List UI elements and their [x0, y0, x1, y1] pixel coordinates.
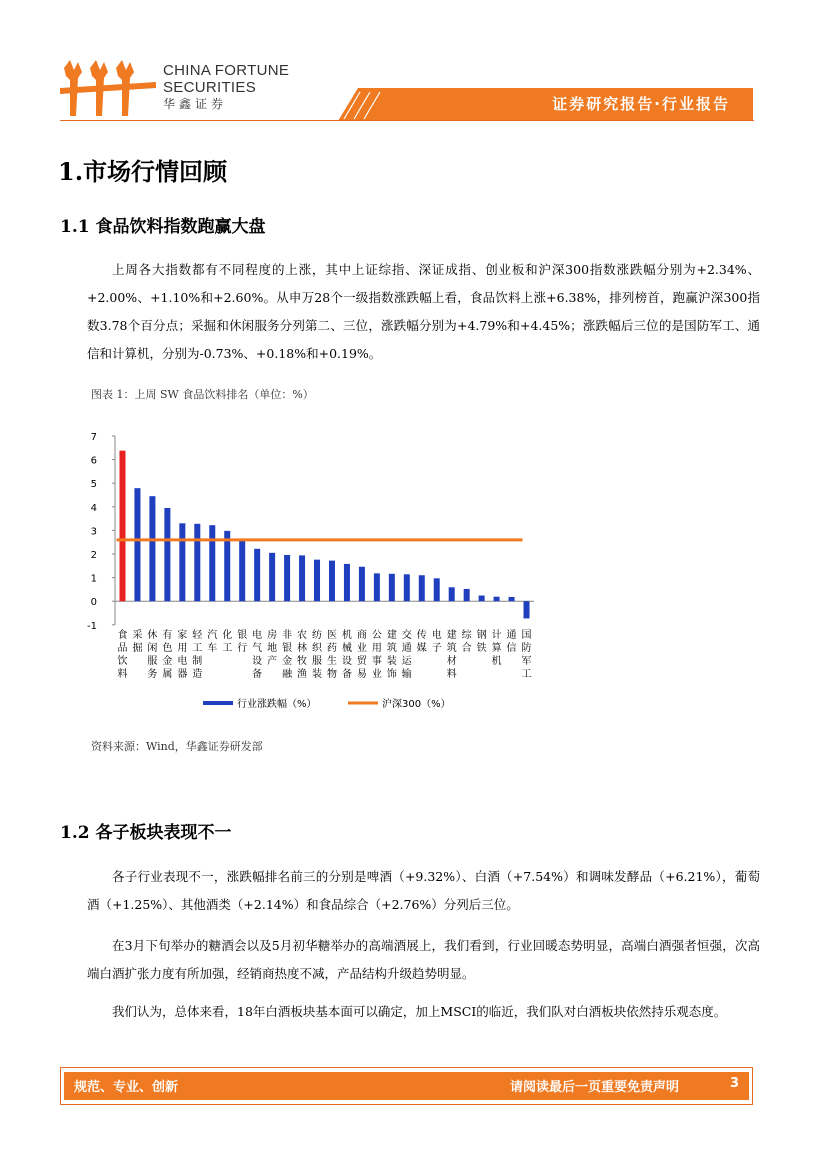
category-label: 采掘 — [132, 630, 143, 654]
category-label: 农林牧渔 — [297, 630, 308, 680]
category-label: 国防军工 — [521, 630, 532, 680]
category-label: 家用电器 — [177, 630, 188, 680]
category-label: 机械设备 — [341, 630, 352, 680]
bar — [419, 575, 425, 601]
category-label: 医药生物 — [326, 630, 337, 680]
bar — [329, 561, 335, 602]
paragraph-subsector-3: 我们认为，总体来看，18年白酒板块基本面可以确定，加上MSCI的临近，我们队对白酒板块依然持乐观态度。 — [112, 1004, 727, 1019]
bar — [479, 596, 485, 602]
bar — [374, 573, 380, 601]
bar — [299, 555, 305, 601]
brand-name-en-2: SECURITIES — [163, 79, 257, 96]
bar — [314, 560, 320, 602]
y-tick-label: 7 — [90, 432, 97, 443]
bar — [179, 523, 185, 601]
category-label: 休闲服务 — [147, 630, 158, 680]
company-logo — [60, 58, 160, 120]
brand-name-en: CHINA FORTUNE — [163, 62, 290, 79]
category-label: 商业贸易 — [356, 630, 367, 680]
y-tick-label: 4 — [90, 502, 97, 514]
category-label: 银行 — [237, 630, 248, 654]
brand-name-cn: 华鑫证券 — [163, 97, 228, 111]
bar — [389, 574, 395, 601]
category-label: 综合 — [461, 630, 472, 654]
bar — [404, 574, 410, 601]
bar — [224, 531, 230, 601]
paragraph-market-review: 上周各大指数都有不同程度的上涨，其中上证综指、深证成指、创业板和沪深300指数涨跌幅分别为+2.34%、+2.00%、+1.10%和+2.60%。从申万28个一级指数涨跌幅上看，食品饮料上涨+6.38%，排列榜首，跑赢沪深300指数3.78个百分点；采掘和休闲服务分列第二、三位，涨跌幅分别为+4.79%和+4.45%；涨跌幅后三位的是国防军工、通信和计算机，分别为-0.73%、+0.18%和+0.19%。 — [87, 262, 760, 361]
figure-source: 资料来源：Wind，华鑫证券研发部 — [91, 740, 263, 753]
category-label: 电子 — [431, 630, 442, 654]
industry-ranking-chart — [60, 422, 550, 722]
category-label: 交通运输 — [401, 630, 412, 680]
category-label: 建筑装饰 — [386, 630, 397, 680]
bar — [509, 597, 515, 601]
y-tick-label: -1 — [87, 620, 97, 632]
category-label: 公用事业 — [371, 630, 382, 680]
category-label: 计算机 — [491, 630, 502, 667]
page-number: 3 — [730, 1076, 740, 1091]
category-label: 汽车 — [207, 630, 218, 654]
bar — [359, 567, 365, 601]
y-tick-label: 6 — [90, 455, 97, 467]
paragraph-subsector-1: 各子行业表现不一，涨跌幅排名前三的分别是啤酒（+9.32%）、白酒（+7.54%）和调味发酵品（+6.21%），葡萄酒（+1.25%）、其他酒类（+2.14%）和食品综合（+2.76%）分列后三位。 — [87, 869, 760, 912]
report-type: 证券研究报告·行业报告 — [552, 95, 730, 113]
y-tick-label: 2 — [90, 550, 97, 561]
category-label: 非银金融 — [282, 630, 293, 680]
bar — [269, 553, 275, 601]
paragraph-subsector-2: 在3月下旬举办的糖酒会以及5月初华糖举办的高端酒展上，我们看到，行业回暖态势明显，高端白酒强者恒强，次高端白酒扩张力度有所加强，经销商热度不减，产品结构升级趋势明显。 — [87, 938, 760, 981]
footer-motto: 规范、专业、创新 — [74, 1080, 179, 1095]
category-label: 纺织服装 — [312, 630, 323, 680]
bar — [239, 540, 245, 601]
bar — [254, 549, 260, 601]
header-divider — [60, 120, 754, 121]
figure-caption: 图表 1：上周 SW 食品饮料排名（单位：%） — [91, 388, 314, 401]
bar — [134, 488, 140, 601]
subsection-title-2: 1.2 各子板块表现不一 — [60, 823, 232, 843]
category-label: 化工 — [222, 630, 233, 654]
category-label: 有色金属 — [162, 630, 173, 680]
bar — [194, 524, 200, 601]
bar — [434, 578, 440, 601]
subsection-title-1: 1.1 食品饮料指数跑赢大盘 — [60, 217, 266, 237]
bar — [149, 496, 155, 601]
bar — [284, 555, 290, 601]
section-title: 1.市场行情回顾 — [58, 157, 228, 186]
y-tick-label: 1 — [90, 573, 97, 585]
category-label: 通信 — [506, 630, 517, 654]
legend-label-line: 沪深300（%） — [382, 699, 451, 710]
bar — [344, 564, 350, 601]
bar — [494, 597, 500, 601]
y-tick-label: 0 — [90, 597, 97, 609]
category-label: 电气设备 — [252, 630, 263, 680]
brand-block — [163, 62, 289, 112]
bar — [209, 525, 215, 601]
bar — [464, 589, 470, 601]
category-label: 轻工制造 — [192, 630, 203, 680]
category-label: 传媒 — [416, 630, 427, 654]
bar — [449, 587, 455, 601]
category-label: 房地产 — [267, 630, 278, 667]
category-label: 食品饮料 — [117, 630, 128, 680]
category-label: 建筑材料 — [446, 630, 457, 680]
y-tick-label: 5 — [90, 479, 97, 491]
legend-label-bar: 行业涨跌幅（%） — [237, 699, 317, 710]
bar — [119, 451, 125, 602]
bar — [164, 508, 170, 601]
bar — [524, 601, 530, 618]
category-label: 钢铁 — [476, 630, 487, 654]
footer-disclaimer: 请阅读最后一页重要免责声明 — [510, 1080, 680, 1095]
y-tick-label: 3 — [90, 526, 97, 538]
